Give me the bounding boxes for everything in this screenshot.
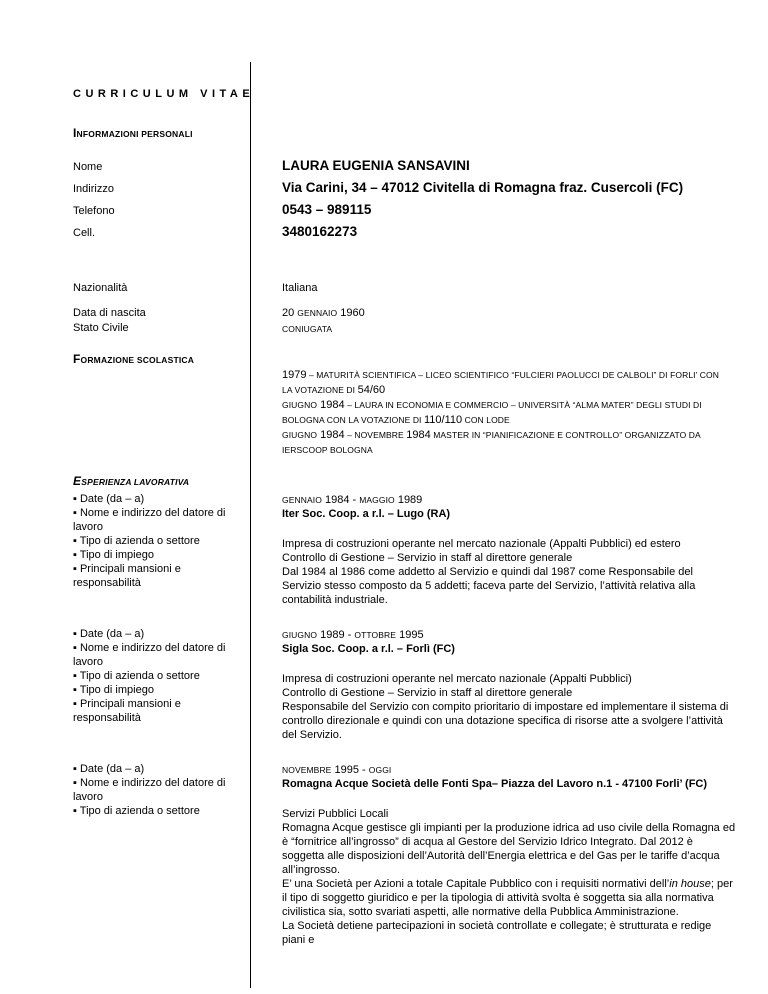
job2-duties: Responsabile del Servizio con compito prioritario di impostare ed implementare il sistema di controllo direzionale e quindi con una dotazione specifica di risorse atte a svolgere l’attività del Servizio. xyxy=(282,701,729,741)
nazionalita-label: Nazionalità xyxy=(73,282,128,294)
section-education: FORMAZIONE SCOLASTICA xyxy=(73,352,195,366)
job2-labels: ▪ Date (da – a) ▪ Nome e indirizzo del datore di lavoro ▪ Tipo di azienda o settore ▪ Tipo di impiego ▪ Principali mansioni e responsabilità xyxy=(73,628,226,724)
cell-value: 3480162273 xyxy=(282,224,358,239)
section-personal-info: INFORMAZIONI PERSONALI xyxy=(73,126,193,140)
job3-dates: NOVEMBRE 1995 - OGGI xyxy=(282,764,392,776)
job2-job-type: Controllo di Gestione – Servizio in staff al direttore generale xyxy=(282,687,573,699)
job1-sector: Impresa di costruzioni operante nel mercato nazionale (Appalti Pubblici) ed estero xyxy=(282,538,681,550)
education-item-1: 1979 – MATURITÀ SCIENTIFICA – LICEO SCIENTIFICO “FULCIERI PAOLUCCI DE CALBOLI” DI FORLI’ CON LA VOTAZIONE DI 54/60 xyxy=(282,369,719,396)
job3-labels: ▪ Date (da – a) ▪ Nome e indirizzo del datore di lavoro ▪ Tipo di azienda o settore xyxy=(73,763,226,817)
cv-title: CURRICULUM VITAE xyxy=(73,88,255,100)
telefono-value: 0543 – 989115 xyxy=(282,202,372,217)
stato-value: CONIUGATA xyxy=(282,324,333,334)
education-item-2: GIUGNO 1984 – LAURA IN ECONOMIA E COMMERCIO – UNIVERSITÀ “ALMA MATER” DEGLI STUDI DI BOLOGNA CON LA VOTAZIONE DI 110/110 CON LODE xyxy=(282,399,702,426)
job2-sector: Impresa di costruzioni operante nel mercato nazionale (Appalti Pubblici) xyxy=(282,673,632,685)
nome-label: Nome xyxy=(73,161,103,173)
nascita-label: Data di nascita xyxy=(73,307,146,319)
cell-label: Cell. xyxy=(73,227,96,239)
job1-labels: ▪ Date (da – a) ▪ Nome e indirizzo del datore di lavoro ▪ Tipo di azienda o settore ▪ Tipo di impiego ▪ Principali mansioni e responsabilità xyxy=(73,493,226,589)
job1-employer: Iter Soc. Coop. a r.l. – Lugo (RA) xyxy=(282,508,451,520)
job1-job-type: Controllo di Gestione – Servizio in staff al direttore generale xyxy=(282,552,573,564)
job2-dates: GIUGNO 1989 - OTTOBRE 1995 xyxy=(282,629,424,641)
job2-employer: Sigla Soc. Coop. a r.l. – Forlì (FC) xyxy=(282,643,455,655)
job1-dates: GENNAIO 1984 - MAGGIO 1989 xyxy=(282,494,423,506)
telefono-label: Telefono xyxy=(73,205,115,217)
job1-duties: Dal 1984 al 1986 come addetto al Servizio e quindi dal 1987 come Responsabile del Servizio stesso composto da 5 addetti; faceva parte del Servizio, l’attività relativa alla contabilità industriale. xyxy=(282,566,696,606)
job3-sector: Servizi Pubblici Locali xyxy=(282,808,389,820)
indirizzo-label: Indirizzo xyxy=(73,183,114,195)
column-divider xyxy=(250,62,251,988)
education-item-3: GIUGNO 1984 – NOVEMBRE 1984 MASTER IN “PIANIFICAZIONE E CONTROLLO” ORGANIZZATO DA IERSCOOP BOLOGNA xyxy=(282,429,701,455)
nazionalita-value: Italiana xyxy=(282,282,318,294)
stato-label: Stato Civile xyxy=(73,322,129,334)
indirizzo-value: Via Carini, 34 – 47012 Civitella di Romagna fraz. Cusercoli (FC) xyxy=(282,180,684,195)
job3-description: Romagna Acque gestisce gli impianti per la produzione idrica ad uso civile della Romagna ed è “fornitrice all’ingrosso” di acqua al Gestore del Servizio Idrico Integrato. Dal 2012 è soggetta alle disposizioni dell’Autorità dell’Energia elettrica e del Gas per le tariffe d’acqua all’ingrosso. E’ una Società per Azioni a totale Capitale Pubblico con i requisiti normativi dell’in house; per il tipo di soggetto giuridico e per la tipologia di attività svolta è soggetta sia alla normativa civilistica sia, sotto svariati aspetti, alle normative della Pubblica Amministrazione. La Società detiene partecipazioni in società controllate e collegate; è strutturata e redige piani e xyxy=(282,822,736,946)
nome-value: LAURA EUGENIA SANSAVINI xyxy=(282,158,470,173)
nascita-value: 20 GENNAIO 1960 xyxy=(282,307,365,319)
section-work-experience: ESPERIENZA LAVORATIVA xyxy=(73,474,190,488)
job3-employer: Romagna Acque Società delle Fonti Spa– Piazza del Lavoro n.1 - 47100 Forli’ (FC) xyxy=(282,778,708,790)
